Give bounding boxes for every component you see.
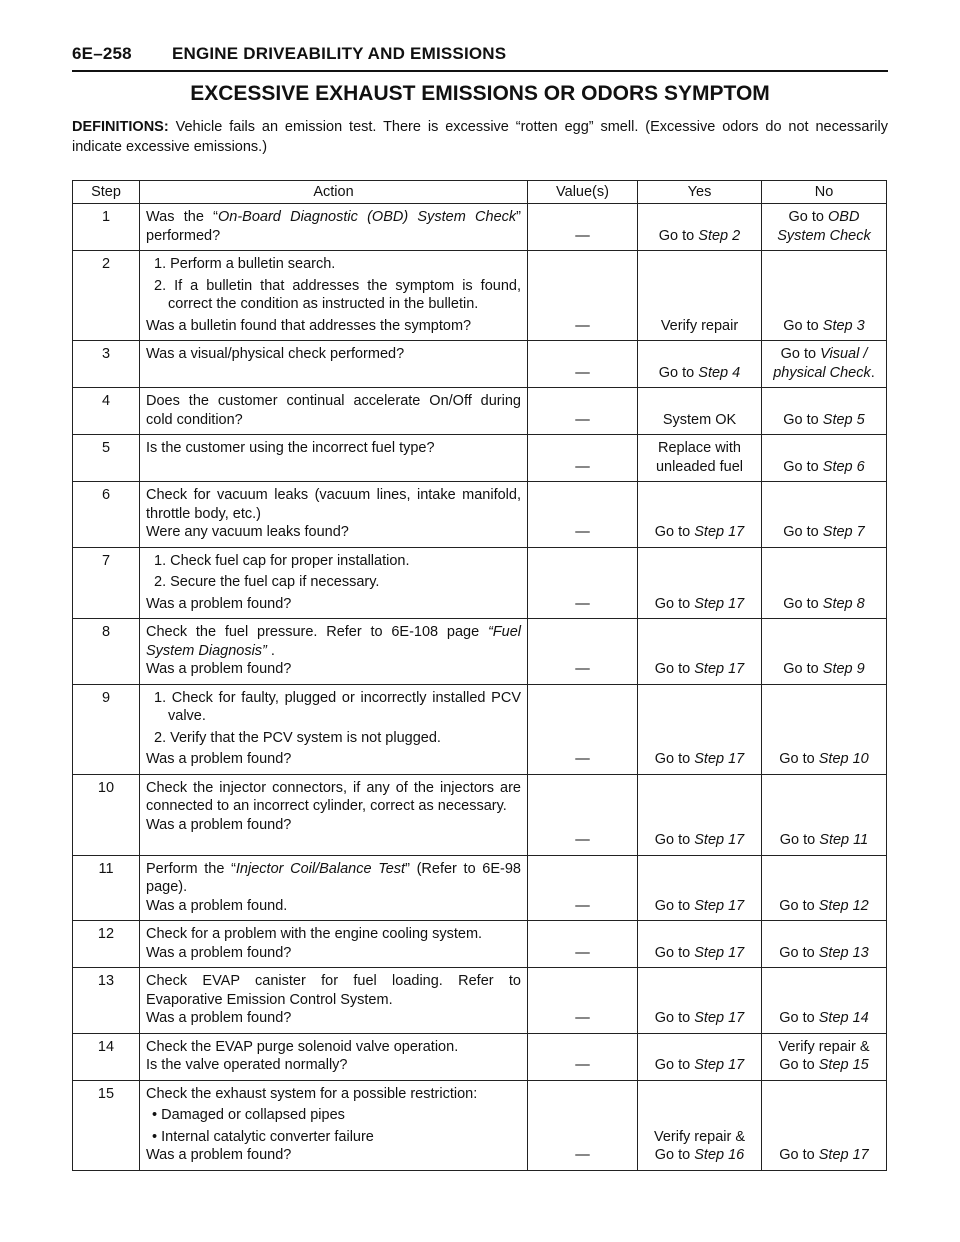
yes-text: Go to: [654, 944, 695, 961]
yes-text: unleaded fuel: [655, 458, 744, 475]
action-cell: [140, 341, 528, 388]
action-question: Was a problem found?: [146, 595, 292, 612]
no-ref: physical Check: [773, 364, 871, 381]
yes-ref: Step 17: [694, 944, 745, 961]
definitions-label: DEFINITIONS:: [72, 119, 169, 135]
table-row: [73, 1080, 887, 1170]
no-text: Go to: [779, 897, 819, 914]
step-number: 6: [73, 482, 140, 548]
yes-text: Go to: [654, 832, 695, 848]
no-text: Go to: [779, 751, 819, 767]
value-cell: —: [528, 482, 638, 548]
no-cell: [762, 619, 887, 685]
yes-text: Go to: [654, 595, 695, 612]
yes-text: Replace with: [657, 440, 741, 456]
action-cell: [140, 921, 528, 968]
no-ref: Step 14: [818, 1010, 869, 1026]
yes-ref: Step 16: [694, 1147, 745, 1163]
table-row: [73, 251, 887, 341]
yes-text: Verify repair: [660, 317, 739, 334]
no-ref: Step 3: [822, 317, 865, 334]
action-question: Was a problem found?: [146, 751, 292, 767]
action-question: Was a problem found.: [146, 897, 288, 914]
value-cell: —: [528, 388, 638, 435]
header-rule: [72, 70, 888, 72]
action-cell: [140, 482, 528, 548]
no-text: Go to: [779, 944, 819, 961]
no-cell: [762, 341, 887, 388]
no-text: Go to: [783, 411, 823, 428]
action-text: Check the injector connectors, if any of the injectors are connected to an incorrect cylinder, correct as necessary.: [146, 779, 521, 814]
step-number: 5: [73, 435, 140, 482]
no-cell: [762, 547, 887, 619]
no-ref: Step 17: [818, 1147, 869, 1163]
yes-text: Go to: [654, 1010, 695, 1026]
action-item: 1. Check for faulty, plugged or incorrectly installed PCV valve.: [154, 689, 521, 724]
yes-text: Go to: [654, 661, 695, 677]
action-cell: [140, 251, 528, 341]
no-text: Go to: [779, 1147, 819, 1163]
action-question: Is the customer using the incorrect fuel type?: [146, 440, 435, 456]
section-title: ENGINE DRIVEABILITY AND EMISSIONS: [171, 44, 507, 63]
no-cell: [762, 204, 887, 251]
no-text: Verify repair &: [778, 1038, 870, 1055]
step-number: 10: [73, 774, 140, 855]
no-cell: [762, 388, 887, 435]
action-cell: [140, 619, 528, 685]
table-row: [73, 684, 887, 774]
no-ref: Step 12: [818, 897, 869, 914]
step-number: 13: [73, 968, 140, 1034]
table-row: [73, 1033, 887, 1080]
no-ref: Step 15: [818, 1057, 869, 1073]
yes-text: Go to: [658, 227, 699, 244]
diagnostic-table: [72, 180, 887, 1171]
action-text: Check the fuel pressure. Refer to 6E-108 page: [146, 624, 488, 640]
yes-cell: [638, 251, 762, 341]
yes-ref: Step 17: [694, 897, 745, 914]
no-text: Go to: [783, 524, 823, 540]
yes-cell: [638, 684, 762, 774]
header-values: Value(s): [528, 181, 638, 204]
no-ref: Step 11: [819, 832, 869, 848]
header-action: Action: [140, 181, 528, 204]
action-cell: [140, 204, 528, 251]
action-cell: [140, 968, 528, 1034]
table-row: [73, 388, 887, 435]
no-text: Go to: [779, 1010, 819, 1026]
action-text: Check the EVAP purge solenoid valve operation.: [146, 1038, 459, 1055]
yes-text: Go to: [654, 1057, 695, 1073]
value-cell: —: [528, 619, 638, 685]
yes-cell: [638, 388, 762, 435]
yes-cell: [638, 855, 762, 921]
no-cell: [762, 921, 887, 968]
no-ref: Step 6: [822, 458, 865, 475]
yes-cell: [638, 204, 762, 251]
value-cell: —: [528, 968, 638, 1034]
action-item: 1. Perform a bulletin search.: [154, 256, 336, 272]
value-cell: —: [528, 251, 638, 341]
step-number: 9: [73, 684, 140, 774]
step-number: 4: [73, 388, 140, 435]
yes-cell: [638, 619, 762, 685]
yes-ref: Step 17: [694, 524, 745, 540]
action-question: Was a problem found?: [146, 1010, 292, 1026]
table-header-row: [73, 181, 887, 204]
value-cell: —: [528, 684, 638, 774]
yes-ref: Step 17: [694, 595, 745, 612]
value-cell: —: [528, 774, 638, 855]
yes-text: Go to: [654, 524, 695, 540]
yes-ref: Step 17: [694, 1010, 745, 1026]
action-question: Was a problem found?: [146, 816, 292, 833]
value-cell: —: [528, 855, 638, 921]
yes-ref: Step 17: [694, 1057, 745, 1073]
no-text: .: [870, 364, 875, 381]
table-row: [73, 774, 887, 855]
step-number: 8: [73, 619, 140, 685]
no-text: Go to: [779, 1057, 819, 1073]
action-question: Were any vacuum leaks found?: [146, 524, 349, 540]
yes-cell: [638, 1033, 762, 1080]
value-cell: —: [528, 435, 638, 482]
no-text: Go to: [783, 458, 823, 475]
table-row: [73, 921, 887, 968]
no-ref: Visual /: [820, 346, 868, 362]
action-cell: [140, 855, 528, 921]
step-number: 14: [73, 1033, 140, 1080]
yes-cell: [638, 341, 762, 388]
action-item: 2. Secure the fuel cap if necessary.: [154, 574, 380, 590]
action-item: 1. Check fuel cap for proper installation.: [154, 552, 410, 569]
value-cell: —: [528, 1080, 638, 1170]
no-ref: Step 13: [818, 944, 869, 961]
no-cell: [762, 482, 887, 548]
action-text: Check for vacuum leaks (vacuum lines, intake manifold, throttle body, etc.): [146, 487, 521, 522]
action-cell: [140, 684, 528, 774]
page-title: EXCESSIVE EXHAUST EMISSIONS OR ODORS SYMPTOM: [190, 82, 770, 105]
no-cell: [762, 774, 887, 855]
no-ref: Step 8: [822, 595, 865, 612]
action-question: Was a problem found?: [146, 661, 292, 677]
no-ref: Step 5: [822, 411, 865, 428]
table-row: [73, 619, 887, 685]
table-row: [73, 547, 887, 619]
no-ref: System Check: [777, 227, 871, 244]
value-cell: —: [528, 921, 638, 968]
yes-ref: Step 17: [694, 832, 745, 848]
action-ref: “Fuel System Diagnosis”: [146, 624, 521, 659]
yes-text: Go to: [654, 751, 695, 767]
action-question: Does the customer continual accelerate On/Off during cold condition?: [146, 393, 521, 428]
yes-ref: Step 4: [698, 364, 741, 381]
no-cell: [762, 1080, 887, 1170]
action-cell: [140, 435, 528, 482]
no-cell: [762, 1033, 887, 1080]
yes-cell: [638, 435, 762, 482]
yes-text: Verify repair &: [653, 1128, 746, 1145]
step-number: 3: [73, 341, 140, 388]
yes-ref: Step 17: [694, 661, 745, 677]
no-text: Go to: [788, 209, 829, 225]
step-number: 12: [73, 921, 140, 968]
action-text: Perform the “: [146, 860, 236, 877]
no-ref: Step 7: [822, 524, 865, 540]
action-bullet: • Damaged or collapsed pipes: [152, 1107, 345, 1123]
action-cell: [140, 547, 528, 619]
yes-cell: [638, 968, 762, 1034]
action-text: .: [266, 642, 275, 659]
no-ref: Step 10: [818, 751, 869, 767]
action-item: 2. Verify that the PCV system is not plugged.: [154, 729, 441, 746]
action-text: Check EVAP canister for fuel loading. Refer to Evaporative Emission Control System.: [146, 973, 521, 1008]
action-question: Was a visual/physical check performed?: [146, 346, 405, 362]
definitions-text: Vehicle fails an emission test. There is excessive “rotten egg” smell. (Excessive odors do not necessarily indicate excessive emissions.): [72, 119, 888, 155]
value-cell: —: [528, 204, 638, 251]
header-step: Step: [73, 181, 140, 204]
yes-text: Go to: [654, 1147, 695, 1163]
definitions: [72, 117, 888, 157]
action-text: Check the exhaust system for a possible restriction:: [146, 1085, 478, 1102]
yes-cell: [638, 921, 762, 968]
table-row: [73, 341, 887, 388]
action-item: 2. If a bulletin that addresses the symptom is found, correct the condition as instructed in the bulletin.: [154, 277, 521, 312]
no-text: Go to: [779, 832, 820, 848]
header-no: No: [762, 181, 887, 204]
yes-cell: [638, 547, 762, 619]
step-number: 1: [73, 204, 140, 251]
table-row: [73, 435, 887, 482]
step-number: 7: [73, 547, 140, 619]
yes-cell: [638, 774, 762, 855]
action-text: ” performed?: [146, 209, 521, 244]
value-cell: —: [528, 341, 638, 388]
table-row: [73, 204, 887, 251]
yes-ref: Step 17: [694, 751, 745, 767]
value-cell: —: [528, 547, 638, 619]
action-question: Was a problem found?: [146, 1147, 292, 1163]
no-text: Go to: [783, 595, 823, 612]
no-ref: OBD: [828, 209, 860, 225]
action-cell: [140, 774, 528, 855]
table-row: [73, 482, 887, 548]
page-number: 6E–258: [72, 44, 132, 63]
table-row: [73, 855, 887, 921]
yes-ref: Step 2: [698, 227, 741, 244]
action-text: ” (Refer to 6E-98 page).: [146, 860, 521, 895]
no-cell: [762, 855, 887, 921]
action-cell: [140, 388, 528, 435]
action-ref: Injector Coil/Balance Test: [235, 860, 406, 877]
action-bullet: • Internal catalytic converter failure: [152, 1128, 374, 1145]
no-ref: Step 9: [822, 661, 865, 677]
yes-text: Go to: [654, 897, 695, 914]
step-number: 15: [73, 1080, 140, 1170]
action-question: Was a problem found?: [146, 944, 292, 961]
no-cell: [762, 968, 887, 1034]
no-text: Go to: [783, 661, 823, 677]
yes-text: System OK: [662, 411, 737, 428]
table-row: [73, 968, 887, 1034]
action-ref: On-Board Diagnostic (OBD) System Check: [217, 209, 517, 225]
no-text: Go to: [783, 317, 823, 334]
value-cell: —: [528, 1033, 638, 1080]
action-text: Was the “: [146, 209, 218, 225]
no-text: Go to: [780, 346, 821, 362]
action-text: Check for a problem with the engine cooling system.: [146, 926, 483, 942]
action-cell: [140, 1033, 528, 1080]
action-question: Was a bulletin found that addresses the symptom?: [146, 317, 472, 334]
action-question: Is the valve operated normally?: [146, 1057, 348, 1073]
no-cell: [762, 684, 887, 774]
header-yes: Yes: [638, 181, 762, 204]
yes-text: Go to: [658, 364, 699, 381]
no-cell: [762, 435, 887, 482]
page-header: [72, 44, 506, 64]
no-cell: [762, 251, 887, 341]
step-number: 11: [73, 855, 140, 921]
yes-cell: [638, 482, 762, 548]
action-cell: [140, 1080, 528, 1170]
step-number: 2: [73, 251, 140, 341]
yes-cell: [638, 1080, 762, 1170]
